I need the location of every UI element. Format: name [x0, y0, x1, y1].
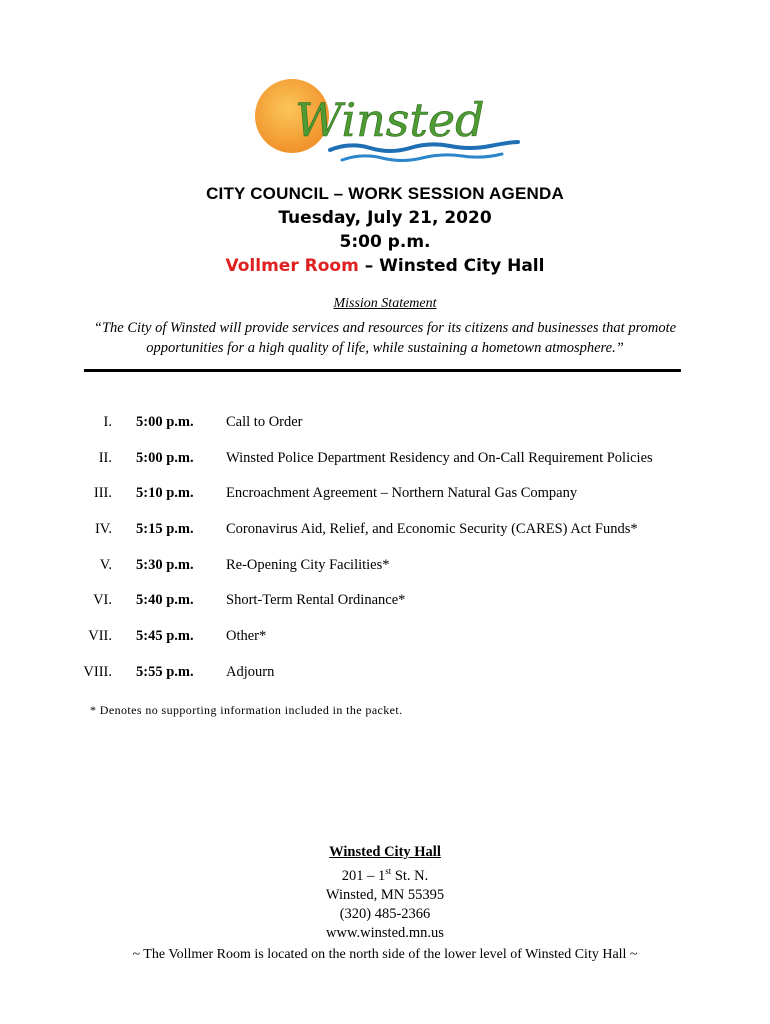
item-number: VII.: [88, 628, 112, 645]
item-number: VI.: [93, 592, 112, 609]
item-title: Other*: [226, 628, 267, 645]
address-website: www.winsted.mn.us: [326, 924, 444, 941]
item-time: 5:10 p.m.: [136, 485, 194, 502]
item-title: Winsted Police Department Residency and On-Call Requirement Policies: [226, 449, 653, 466]
location-note: ~ The Vollmer Room is located on the north side of the lower level of Winsted City Hall ~: [132, 947, 638, 962]
item-title: Call to Order: [226, 414, 303, 430]
agenda-title: CITY COUNCIL – WORK SESSION AGENDA: [206, 184, 564, 203]
item-title: Re-Opening City Facilities*: [226, 556, 390, 573]
item-time: 5:40 p.m.: [136, 592, 194, 609]
agenda-header: [0, 182, 770, 278]
item-number: III.: [93, 485, 112, 502]
location-suffix: – Winsted City Hall: [358, 256, 545, 276]
item-number: V.: [99, 556, 112, 573]
item-title: Adjourn: [226, 663, 275, 680]
footnote: * Denotes no supporting information included in the packet.: [90, 703, 403, 717]
meeting-location: [0, 254, 770, 278]
agenda-row: [0, 450, 770, 486]
meeting-time: 5:00 p.m.: [339, 232, 431, 252]
item-time: 5:15 p.m.: [136, 521, 194, 538]
item-time: 5:55 p.m.: [136, 663, 194, 680]
address-phone: (320) 485-2366: [339, 905, 431, 922]
item-time: 5:45 p.m.: [136, 628, 194, 645]
address-street: 201 – 1st St. N.: [341, 866, 429, 884]
item-title: Coronavirus Aid, Relief, and Economic Security (CARES) Act Funds*: [226, 521, 638, 538]
address-city: Winsted, MN 55395: [325, 886, 445, 903]
item-time: 5:00 p.m.: [136, 449, 194, 466]
agenda-row: [0, 664, 770, 700]
address-block: [0, 843, 770, 943]
item-number: I.: [103, 414, 112, 430]
agenda-row: [0, 485, 770, 521]
mission-heading: Mission Statement: [333, 296, 437, 311]
mission-text: “The City of Winsted will provide services and resources for its citizens and businesses that promote opportunities for a high quality of life, while sustaining a hometown atmosphere.”: [93, 320, 677, 356]
agenda-row: [0, 557, 770, 593]
item-number: II.: [98, 449, 112, 466]
agenda-list: [0, 414, 770, 700]
item-title: Encroachment Agreement – Northern Natural Gas Company: [226, 485, 578, 502]
divider: [84, 369, 681, 372]
address-title: Winsted City Hall: [329, 844, 441, 860]
item-title: Short-Term Rental Ordinance*: [226, 592, 406, 609]
agenda-row: [0, 521, 770, 557]
item-number: VIII.: [83, 663, 112, 680]
winsted-logo: [250, 76, 525, 176]
agenda-row: [0, 592, 770, 628]
logo-text: Winsted: [295, 93, 485, 147]
item-time: 5:00 p.m.: [136, 414, 194, 430]
meeting-date: Tuesday, July 21, 2020: [278, 208, 492, 228]
agenda-row: [0, 414, 770, 450]
room-name: Vollmer Room: [225, 256, 359, 276]
item-number: IV.: [94, 521, 112, 538]
item-time: 5:30 p.m.: [136, 556, 194, 573]
agenda-row: [0, 628, 770, 664]
